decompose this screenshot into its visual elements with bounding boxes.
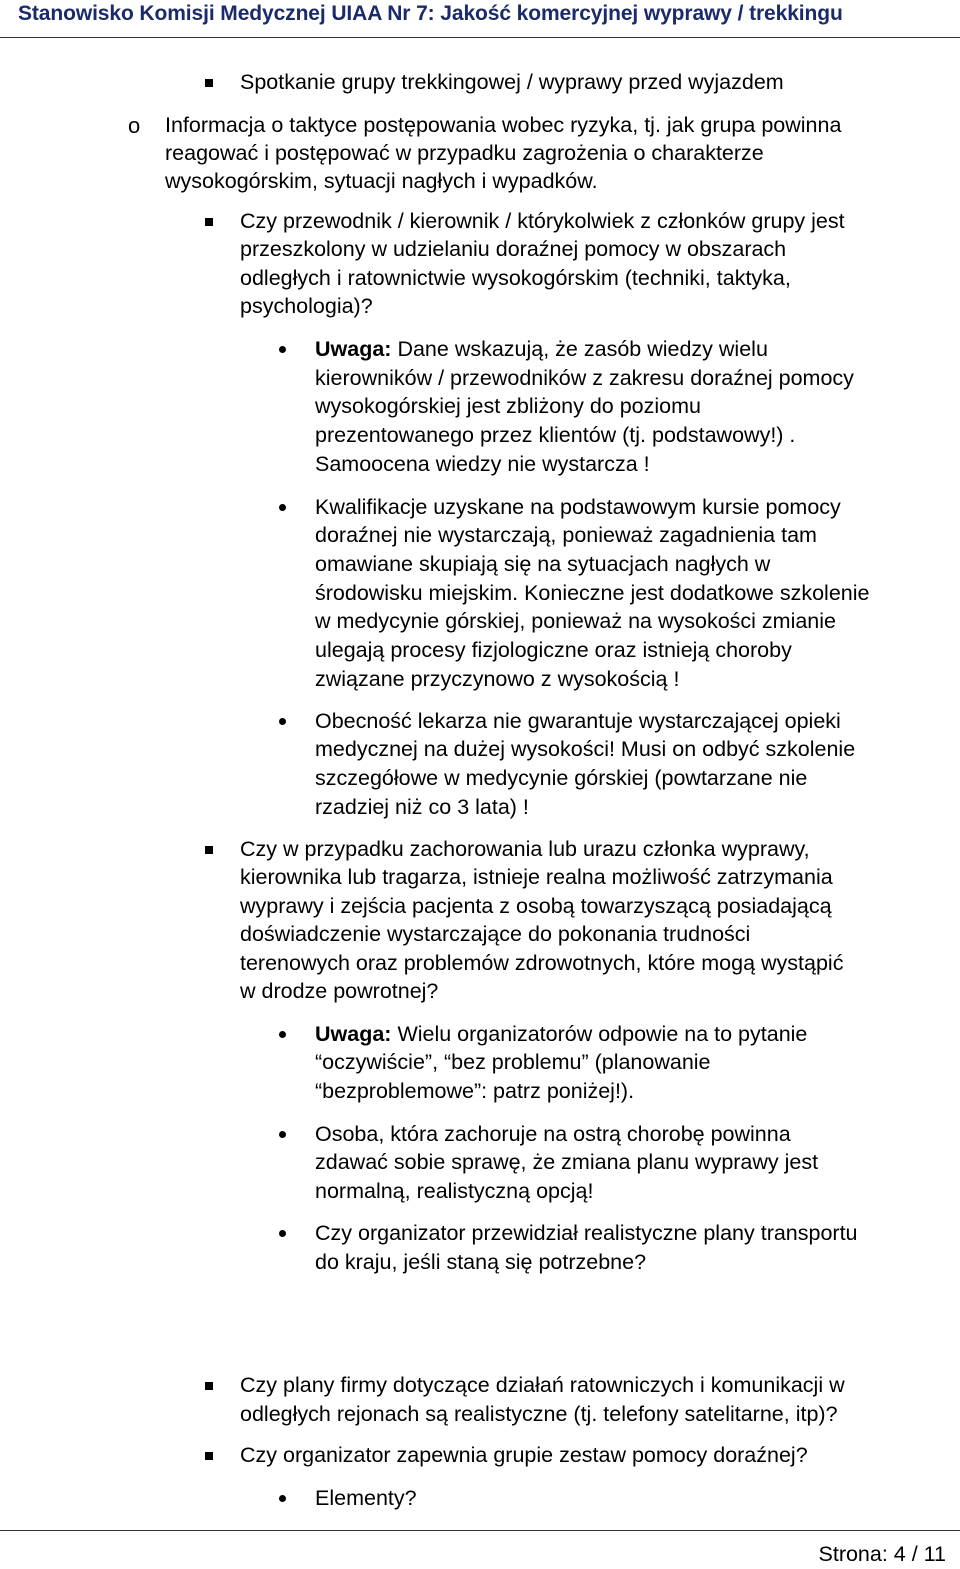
text-line: terenowych oraz problemów zdrowotnych, które mogą wystąpić <box>240 951 844 975</box>
text-line: ulegają procesy fizjologiczne oraz istnieją choroby <box>315 638 792 662</box>
text-line: Czy plany firmy dotyczące działań ratowniczych i komunikacji w <box>240 1373 845 1397</box>
text-line: Elementy? <box>315 1486 417 1510</box>
text-line: przeszkolony w udzielaniu doraźnej pomocy w obszarach <box>240 237 787 261</box>
text-line: kierowników / przewodników z zakresu doraźnej pomocy <box>315 366 854 390</box>
text-line: “oczywiście”, “bez problemu” (planowanie <box>315 1050 711 1074</box>
text-line: rzadziej niż co 3 lata) ! <box>315 795 529 819</box>
dot-bullet-icon <box>279 1131 286 1138</box>
text-line <box>315 335 768 364</box>
note-text: Dane wskazują, że zasób wiedzy wielu <box>391 337 768 361</box>
text-line: środowisku miejskim. Konieczne jest dodatkowe szkolenie <box>315 581 870 605</box>
square-bullet-icon <box>205 79 213 87</box>
note-label: Uwaga: <box>315 1022 392 1046</box>
note-label: Uwaga: <box>315 337 392 361</box>
text-line: doświadczenie wystarczające do pokonania trudności <box>240 922 751 946</box>
page-number: Strona: 4 / 11 <box>818 1542 946 1566</box>
text-line: Informacja o taktyce postępowania wobec ryzyka, tj. jak grupa powinna <box>165 113 842 137</box>
document-title: Stanowisko Komisji Medycznej UIAA Nr 7: Jakość komercyjnej wyprawy / trekkingu <box>18 2 843 25</box>
text-line: w medycynie górskiej, ponieważ na wysokości zmianie <box>315 609 836 633</box>
square-bullet-icon <box>205 1452 213 1460</box>
dot-bullet-icon <box>279 1230 286 1237</box>
text-line: omawiane skupiają się na sytuacjach nagłych w <box>315 552 771 576</box>
text-line: do kraju, jeśli staną się potrzebne? <box>315 1250 647 1274</box>
text-line: Czy przewodnik / kierownik / którykolwiek z członków grupy jest <box>240 209 845 233</box>
text-line: Czy organizator zapewnia grupie zestaw pomocy doraźnej? <box>240 1443 808 1467</box>
text-line: wysokogórskiej jest zbliżony do poziomu <box>315 394 701 418</box>
text-line: reagować i postępować w przypadku zagrożenia o charakterze <box>165 141 764 165</box>
text-line: Obecność lekarza nie gwarantuje wystarczającej opieki <box>315 709 841 733</box>
dot-bullet-icon <box>279 504 286 511</box>
text-line: związane przyczynowo z wysokością ! <box>315 667 680 691</box>
text-line: Kwalifikacje uzyskane na podstawowym kursie pomocy <box>315 495 841 519</box>
text-line: normalną, realistyczną opcją! <box>315 1179 594 1203</box>
circle-o-bullet-icon: o <box>128 113 141 138</box>
text-line: psychologia)? <box>240 294 373 318</box>
dot-bullet-icon <box>279 346 286 353</box>
note-text: Wielu organizatorów odpowie na to pytanie <box>391 1022 808 1046</box>
text-line: Czy w przypadku zachorowania lub urazu członka wyprawy, <box>240 837 810 861</box>
square-bullet-icon <box>205 846 213 854</box>
text-line: kierownika lub tragarza, istnieje realna możliwość zatrzymania <box>240 865 833 889</box>
square-bullet-icon <box>205 1382 213 1390</box>
page-header <box>0 0 960 38</box>
text-line: wyprawy i zejścia pacjenta z osobą towarzyszącą posiadającą <box>240 894 832 918</box>
text-line: odległych i ratownictwie wysokogórskim (techniki, taktyka, <box>240 266 791 290</box>
text-line <box>315 1020 807 1049</box>
dot-bullet-icon <box>279 1495 286 1502</box>
text-line: doraźnej nie wystarczają, ponieważ zagadnienia tam <box>315 523 817 547</box>
text-line: Samoocena wiedzy nie wystarcza ! <box>315 452 650 476</box>
text-line: w drodze powrotnej? <box>240 979 439 1003</box>
text-line: “bezproblemowe”: patrz poniżej!). <box>315 1079 635 1103</box>
dot-bullet-icon <box>279 718 286 725</box>
square-bullet-icon <box>205 218 213 226</box>
text-line: prezentowanego przez klientów (tj. podstawowy!) . <box>315 423 796 447</box>
header-rule <box>0 37 960 38</box>
text-line: Spotkanie grupy trekkingowej / wyprawy przed wyjazdem <box>240 70 784 94</box>
text-line: medycznej na dużej wysokości! Musi on odbyć szkolenie <box>315 737 856 761</box>
text-line: wysokogórskim, sytuacji nagłych i wypadków. <box>165 169 598 193</box>
dot-bullet-icon <box>279 1031 286 1038</box>
text-line: szczegółowe w medycynie górskiej (powtarzane nie <box>315 766 808 790</box>
text-line: Osoba, która zachoruje na ostrą chorobę powinna <box>315 1122 791 1146</box>
footer-rule <box>0 1530 960 1531</box>
text-line: odległych rejonach są realistyczne (tj. telefony satelitarne, itp)? <box>240 1402 838 1426</box>
text-line: zdawać sobie sprawę, że zmiana planu wyprawy jest <box>315 1150 819 1174</box>
text-line: Czy organizator przewidział realistyczne plany transportu <box>315 1221 858 1245</box>
